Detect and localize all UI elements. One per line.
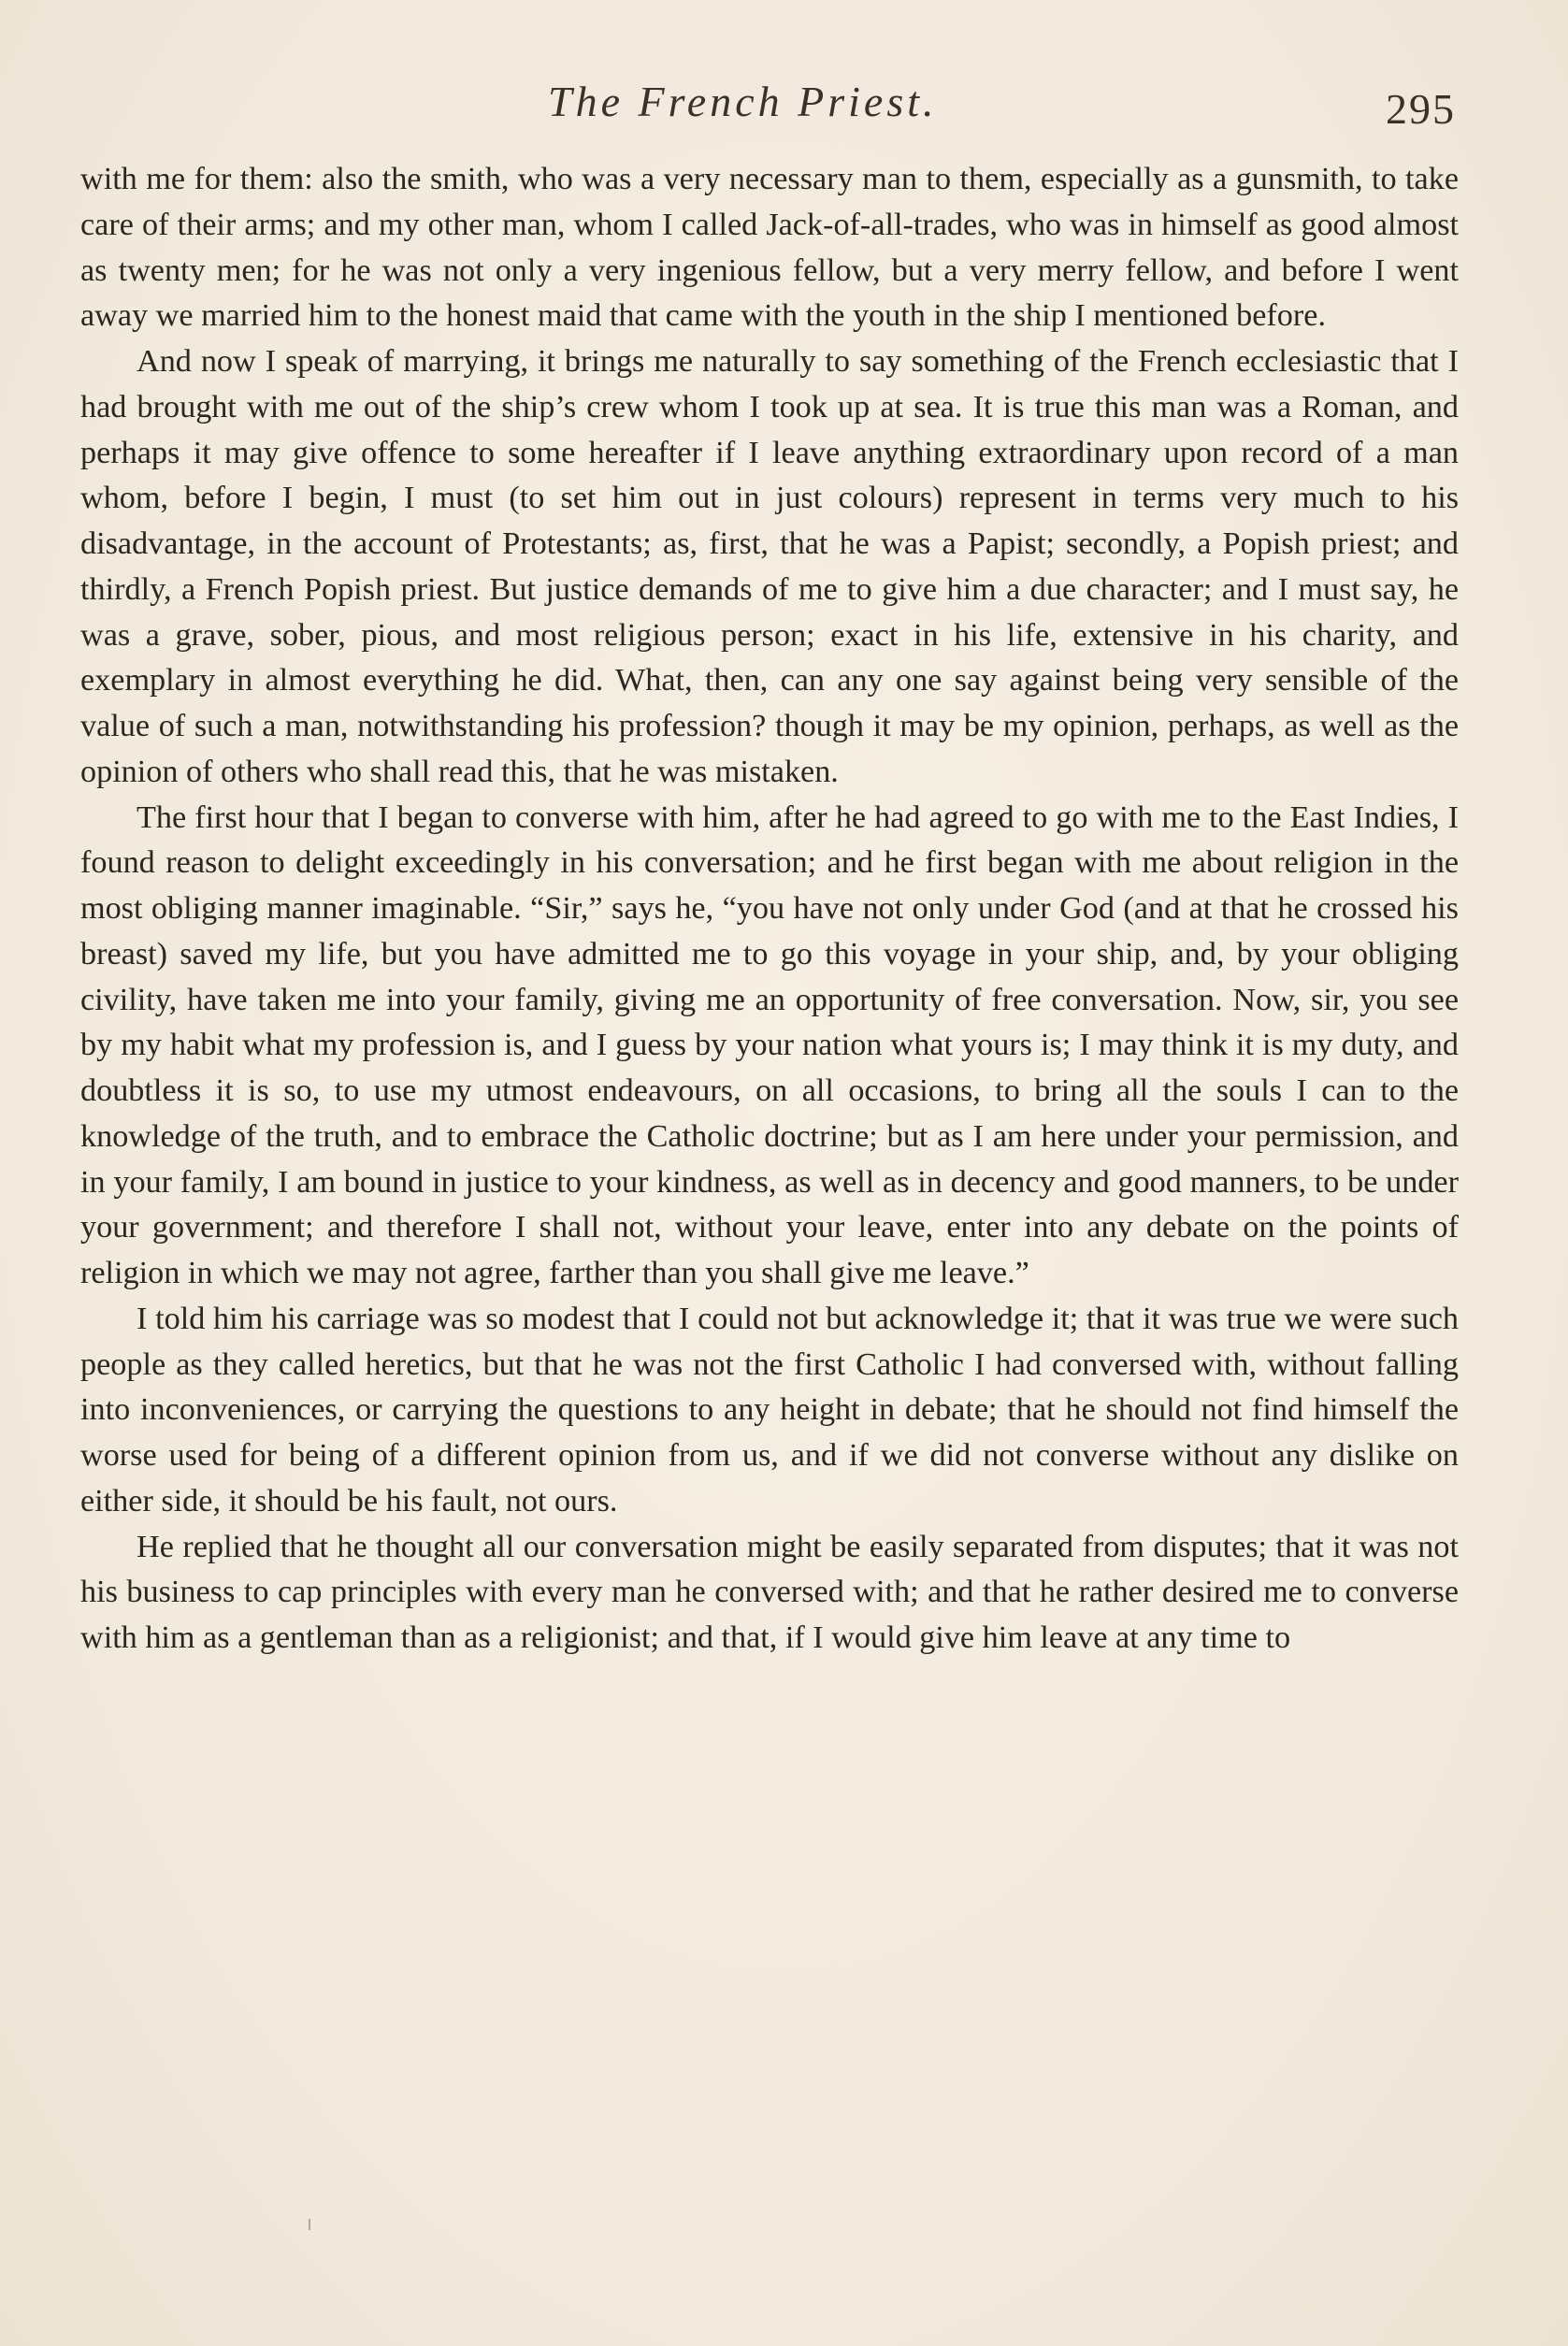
paragraph: He replied that he thought all our conversation might be easily separated from disputes; that it was not his business to cap principles with every man he conversed with; and that he rather desired me to converse with him as a gentleman than as a religionist; and that, if I would give him leave at any time to: [80, 1529, 1459, 1655]
paragraph-continued: with me for them: also the smith, who was a very necessary man to them, especially as a gunsmith, to take care of their arms; and my other man, whom I called Jack-of-all-trades, who was in himself as good almost as twenty men; for he was not only a very ingenious fellow, but a very merry fellow, and before I went away we married him to the honest maid that came with the youth in the ship I mentioned before.: [80, 162, 1459, 334]
paragraph: And now I speak of marrying, it brings me naturally to say something of the French ecclesiastic that I had brought with me out of the ship’s crew whom I took up at sea. It is true this man was a Roman, and perhaps it may give offence to some hereafter if I leave anything extraordinary upon record of a man whom, before I begin, I must (to set him out in just colours) represent in terms very much to his disadvantage, in the account of Protestants; as, first, that he was a Papist; secondly, a Popish priest; and thirdly, a French Popish priest. But justice demands of me to give him a due character; and I must say, he was a grave, sober, pious, and most religious person; exact in his life, extensive in his charity, and exemplary in almost everything he did. What, then, can any one say against being very sensible of the value of such a man, notwithstanding his profession? though it may be my opinion, perhaps, as well as the opinion of others who shall read this, that he was mistaken.: [80, 344, 1459, 789]
paper-speck: [309, 2219, 310, 2230]
body-text: [80, 157, 1459, 1662]
paragraph: I told him his carriage was so modest that I could not but acknowledge it; that it was true we were such people as they called heretics, but that he was not the first Catholic I had conversed with, without falling into inconveniences, or carrying the questions to any height in debate; that he should not find himself the worse used for being of a different opinion from us, and if we did not converse without any dislike on either side, it should be his fault, not ours.: [80, 1301, 1459, 1518]
running-title: The French Priest.: [548, 78, 938, 125]
page-number: 295: [1386, 85, 1456, 133]
paragraph: The first hour that I began to converse with him, after he had agreed to go with me to the East Indies, I found reason to delight exceedingly in his conversation; and he first began with me about religion in the most obliging manner imaginable. “Sir,” says he, “you have not only under God (and at that he crossed his breast) saved my life, but you have admitted me to go this voyage in your ship, and, by your obliging civility, have taken me into your family, giving me an opportunity of free conversation. Now, sir, you see by my habit what my profession is, and I guess by your nation what yours is; I may think it is my duty, and doubtless it is so, to use my utmost endeavours, on all occasions, to bring all the souls I can to the knowledge of the truth, and to embrace the Catholic doctrine; but as I am here under your permission, and in your family, I am bound in justice to your kindness, as well as in decency and good manners, to be under your government; and therefore I shall not, without your leave, enter into any debate on the points of religion in which we may not agree, farther than you shall give me leave.”: [80, 799, 1459, 1290]
running-head: [0, 77, 1568, 133]
